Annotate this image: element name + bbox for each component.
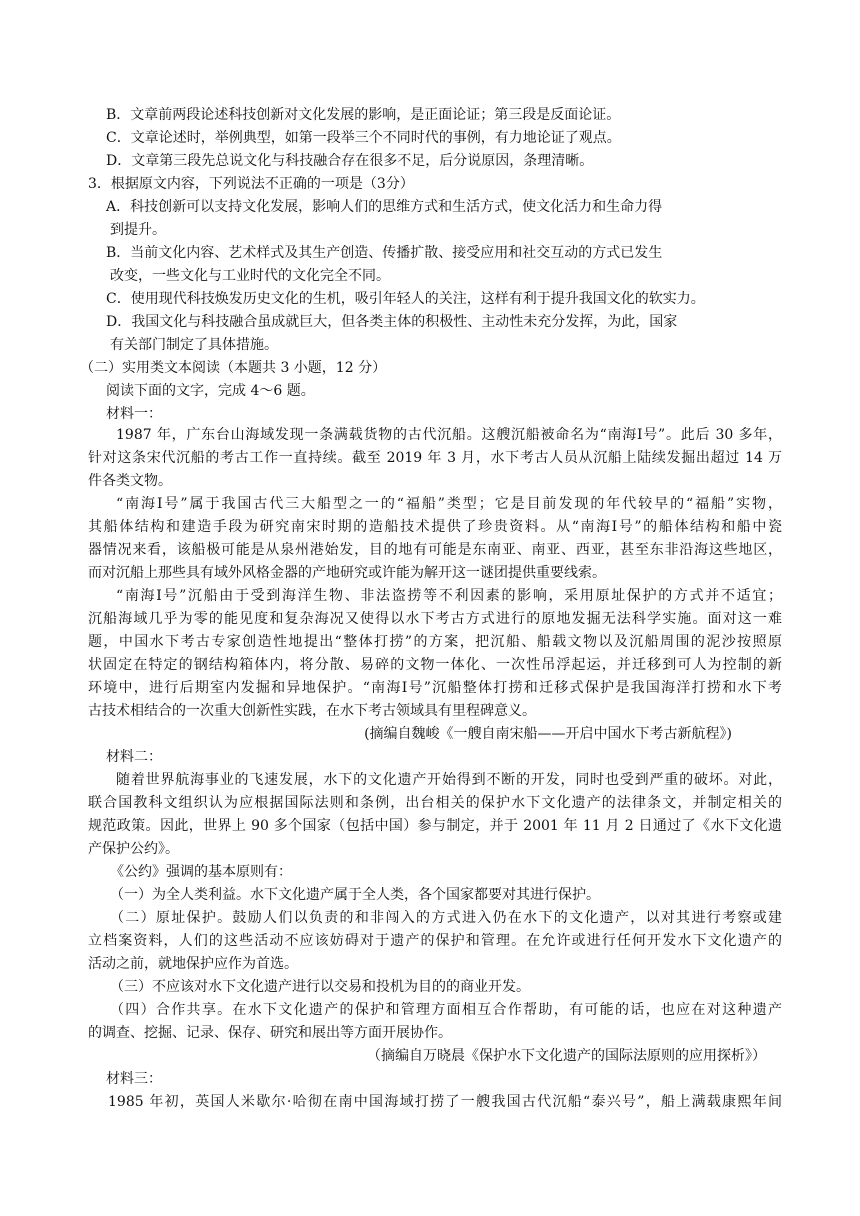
q3-option-c: C．使用现代科技焕发历史文化的生机，吸引年轻人的关注，这样有利于提升我国文化的软实力。 [106, 291, 705, 307]
material1-p3-line1: “南海Ⅰ号”沉船由于受到海洋生物、非法盗捞等不利因素的影响，采用原址保护的方式并不适宜； [116, 588, 782, 604]
q3-stem: 3．根据原文内容，下列说法不正确的一项是（3分） [88, 176, 414, 192]
material2-p1-line3: 规范政策。因此，世界上 90 多个国家（包括中国）参与制定，并于 2001 年 11 月 2 日通过了《水下文化遗 [88, 818, 782, 834]
material2-source: （摘编自万晓晨《保护水下文化遗产的国际法原则的应用探析》） [367, 1048, 766, 1064]
material1-p3-line2: 沉船海域几乎为零的能见度和复杂海况又使得以水下考古方式进行的原地发掘无法科学实施。面对这一难 [88, 611, 782, 627]
material1-p2-line1: “南海Ⅰ号”属于我国古代三大船型之一的“福船”类型；它是目前发现的年代较早的“福船”实物， [116, 496, 782, 512]
material1-source: (摘编自魏峻《一艘自南宋船——开启中国水下考古新航程》) [364, 726, 732, 742]
material2-p1-line4: 产保护公约》。 [88, 841, 179, 857]
material1-p1-line1: 1987 年，广东台山海域发现一条满载货物的古代沉船。这艘沉船被命名为“南海Ⅰ号”。此后 30 多年， [116, 427, 782, 443]
q3-option-a-line1: A．科技创新可以支持文化发展，影响人们的思维方式和生活方式，使文化活力和生命力得 [106, 199, 663, 215]
material1-p3-line4: 状固定在特定的钢结构箱体内，将分散、易碎的文物一体化、一次性吊浮起运，并迁移到可人为控制的新 [88, 657, 782, 673]
material1-p1-line3: 件各类文物。 [88, 473, 172, 489]
material2-principle-3: （三）不应该对水下文化遗产进行以交易和投机为目的的商业开发。 [110, 979, 530, 995]
material1-p3-line6: 古技术相结合的一次重大创新性实践，在水下考古领域具有里程碑意义。 [88, 703, 536, 719]
section2-instruction: 阅读下面的文字，完成 4～6 题。 [106, 383, 315, 399]
q2-option-b: B．文章前两段论述科技创新对文化发展的影响，是正面论证；第三段是反面论证。 [106, 107, 621, 123]
q3-option-b-line1: B．当前文化内容、艺术样式及其生产创造、传播扩散、接受应用和社交互动的方式已发生 [106, 245, 663, 261]
q2-option-d: D．文章第三段先总说文化与科技融合存在很多不足，后分说原因，条理清晰。 [106, 153, 594, 169]
material1-p3-line3: 题，中国水下考古专家创造性地提出“整体打捞”的方案，把沉船、船载文物以及沉船周围的泥沙按照原 [88, 634, 782, 650]
material2-label: 材料二： [106, 749, 162, 765]
material2-principle-2-line3: 活动之前，就地保护应作为首选。 [88, 956, 298, 972]
material3-label: 材料三： [106, 1071, 162, 1087]
q2-option-c: C．文章论述时，举例典型，如第一段举三个不同时代的事例，有力地论证了观点。 [106, 130, 621, 146]
material2-principle-4-line1: （四）合作共享。在水下文化遗产的保护和管理方面相互合作帮助，有可能的话，也应在对这种遗产 [110, 1002, 782, 1018]
q3-option-d-line2: 有关部门制定了具体措施。 [110, 337, 278, 353]
material1-p1-line2: 针对这条宋代沉船的考古工作一直持续。截至 2019 年 3 月，水下考古人员从沉船上陆续发掘出超过 14 万 [88, 450, 782, 466]
q3-option-d-line1: D．我国文化与科技融合虽成就巨大，但各类主体的积极性、主动性未充分发挥，为此，国家 [106, 314, 678, 330]
material2-p1-line2: 联合国教科文组织认为应根据国际法则和条例，出台相关的保护水下文化遗产的法律条文，并制定相关的 [88, 795, 782, 811]
section2-heading: （二）实用类文本阅读（本题共 3 小题，12 分） [80, 360, 387, 376]
material2-principles-intro: 《公约》强调的基本原则有： [110, 864, 292, 880]
material2-principle-2-line1: （二）原址保护。鼓励人们以负责的和非闯入的方式进入仍在水下的文化遗产，以对其进行考察或建 [110, 910, 782, 926]
material1-label: 材料一： [106, 406, 162, 422]
q3-option-a-line2: 到提升。 [110, 222, 166, 238]
material1-p2-line2: 其船体结构和建造手段为研究南宋时期的造船技术提供了珍贵资料。从“南海Ⅰ号”的船体结构和船中瓷 [88, 519, 782, 535]
material2-principle-2-line2: 立档案资料，人们的这些活动不应该妨碍对于遗产的保护和管理。在允许或进行任何开发水下文化遗产的 [88, 933, 782, 949]
material2-p1-line1: 随着世界航海事业的飞速发展，水下的文化遗产开始得到不断的开发，同时也受到严重的破坏。对此， [116, 772, 782, 788]
material1-p3-line5: 环境中，进行后期室内发掘和异地保护。“南海Ⅰ号”沉船整体打捞和迁移式保护是我国海洋打捞和水下考 [88, 680, 782, 696]
material2-principle-4-line2: 的调查、挖掘、记录、保存、研究和展出等方面开展协作。 [88, 1025, 452, 1041]
q3-option-b-line2: 改变，一些文化与工业时代的文化完全不同。 [110, 268, 390, 284]
material3-p1-line1: 1985 年初，英国人米歇尔·哈彻在南中国海域打捞了一艘我国古代沉船“泰兴号”，船上满载康熙年间 [108, 1094, 782, 1110]
material1-p2-line3: 器情况来看，该船极可能是从泉州港始发，目的地有可能是东南亚、南亚、西亚，甚至东非沿海这些地区， [88, 542, 782, 558]
material2-principle-1: （一）为全人类利益。水下文化遗产属于全人类，各个国家都要对其进行保护。 [110, 887, 600, 903]
material1-p2-line4: 而对沉船上那些具有域外风格金器的产地研究或许能为解开这一谜团提供重要线索。 [88, 565, 606, 581]
